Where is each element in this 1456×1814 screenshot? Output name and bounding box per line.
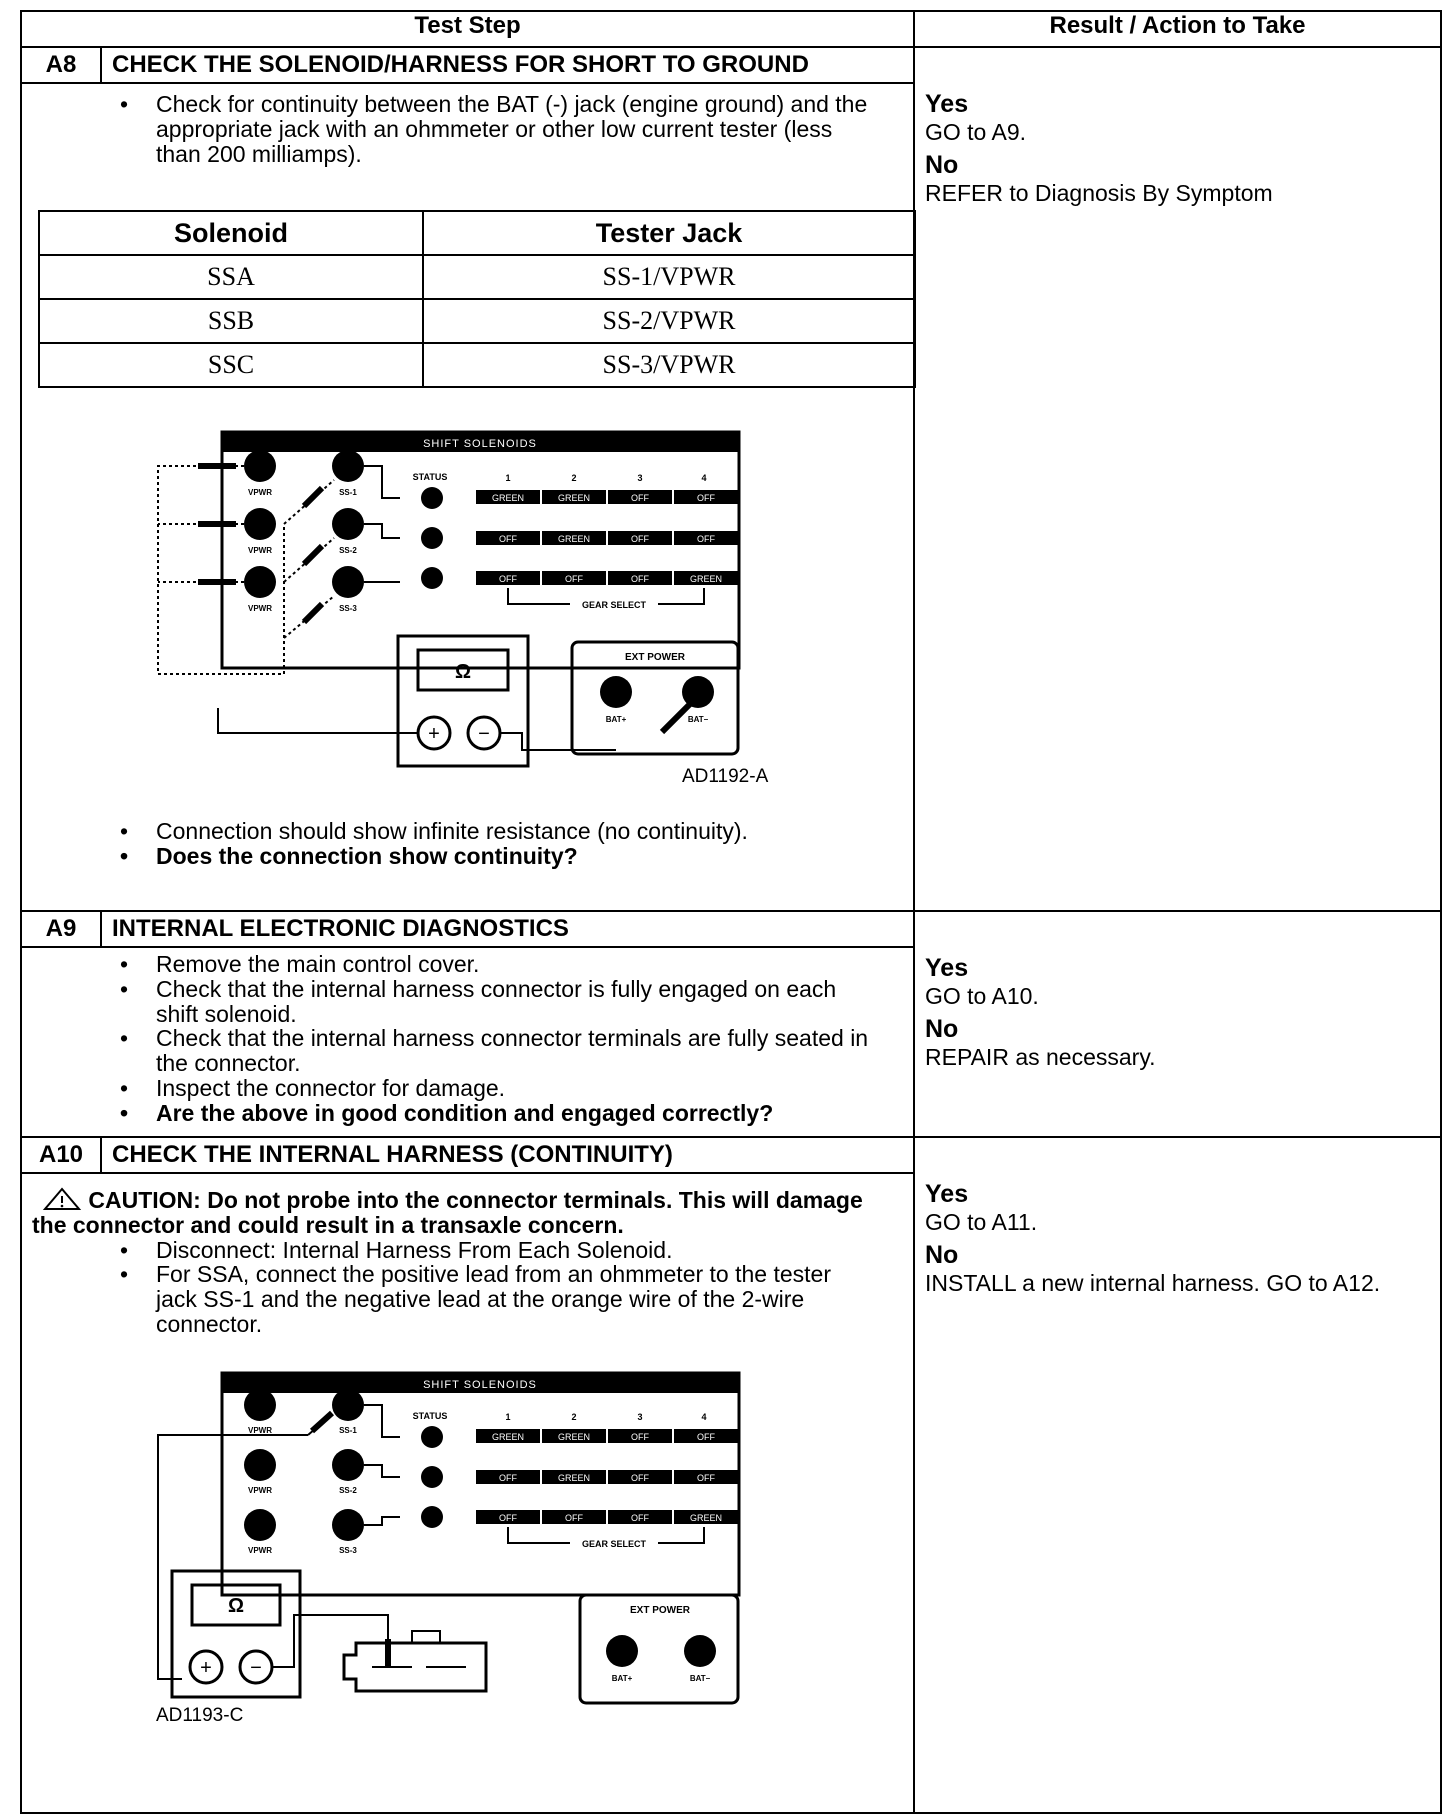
jack-label: SS-2 [339,1485,357,1495]
no-label: No [925,1241,959,1270]
yes-action: GO to A10. [925,982,1039,1009]
a10-bullet: • Disconnect: Internal Harness From Each Solenoid. [22,1238,913,1263]
cell-label: OFF [631,1512,649,1523]
a10-bullet: • For SSA, connect the positive lead from an ohmmeter to the tester jack SS-1 and the negative lead at the orange wire of the 2-wire connector. [22,1262,913,1336]
gear-select-label: GEAR SELECT [581,600,647,611]
status-cells-2 [476,531,738,545]
bat-minus-label: BAT– [689,1673,711,1683]
status-cells-2 [476,1470,738,1484]
cell-label: OFF [697,534,715,545]
cell-label: OFF [697,1472,715,1483]
cell-jack: SS-2/VPWR [423,299,915,343]
yes-action: GO to A11. [925,1208,1038,1235]
status-label: STATUS [412,1410,448,1421]
ext-power-label: EXT POWER [624,652,686,664]
cell-label: GREEN [557,493,591,504]
no-action: REFER to Diagnosis By Symptom [925,179,1273,206]
cell-label: OFF [631,493,649,504]
status-label: STATUS [412,472,448,483]
ohm-symbol: Ω [227,1594,245,1617]
table-row [39,343,915,387]
ohm-symbol: Ω [454,661,472,684]
step-a10-body [21,1173,914,1813]
a8-bullet: • Connection should show infinite resistance (no continuity). [22,819,913,844]
ext-power-label: EXT POWER [629,1604,691,1616]
two-wire-connector [344,1631,486,1691]
cell-label: OFF [499,534,517,545]
ss-jack [332,450,364,482]
jack-label: SS-2 [339,546,357,556]
bat-minus-jack [684,1635,716,1667]
step-a10-title-row [21,1137,1441,1173]
cell-label: GREEN [557,534,591,545]
warning-icon [42,1186,82,1212]
cell-label: OFF [565,1512,583,1523]
status-led [421,567,443,589]
solenoid-table [38,210,916,388]
vpwr-jack [244,450,276,482]
yes-label: Yes [925,90,969,118]
cell-label: OFF [697,493,715,504]
cell-solenoid: SSA [39,255,423,299]
bat-plus-label: BAT+ [611,1673,633,1683]
table-header [21,11,1441,47]
status-cells-3 [476,1510,738,1524]
step-a8-result [914,47,1441,911]
jack-label: SS-1 [339,488,357,498]
bat-plus-jack [600,676,632,708]
col-number: 4 [701,473,707,484]
yes-label: Yes [925,954,969,982]
col-number: 2 [571,473,577,484]
step-title: CHECK THE SOLENOID/HARNESS FOR SHORT TO GROUND [101,47,914,83]
bat-plus-label: BAT+ [605,715,627,725]
header-test-step: Test Step [21,11,914,47]
gear-select-label: GEAR SELECT [581,1538,647,1549]
cell-label: GREEN [689,574,723,585]
ss-jack [332,566,364,598]
col-solenoid: Solenoid [39,211,423,255]
status-led [421,1506,443,1528]
step-id: A8 [21,47,101,83]
jack-label: SS-3 [339,604,357,614]
tester-panel [222,432,739,668]
col-number: 2 [571,1411,577,1422]
diagnostic-page [20,10,1440,1814]
cell-jack: SS-3/VPWR [423,343,915,387]
no-action: INSTALL a new internal harness. GO to A12. [925,1269,1381,1296]
figure-ad1193-c [22,1349,915,1729]
cell-label: OFF [631,1472,649,1483]
step-a8-title-row [21,47,1441,83]
plus-symbol: + [200,1656,212,1679]
ss-jack [332,1389,364,1421]
col-number: 3 [637,1411,643,1422]
status-led [421,1466,443,1488]
figure-ad1192-a [22,388,915,813]
status-led [421,1426,443,1448]
table-row [39,299,915,343]
status-led [421,527,443,549]
figure-id: AD1192-A [682,766,769,788]
table-row [39,255,915,299]
panel-title: SHIFT SOLENOIDS [423,1378,537,1391]
ss-jack [332,508,364,540]
a9-question: • Are the above in good condition and engaged correctly? [22,1101,913,1126]
step-title: INTERNAL ELECTRONIC DIAGNOSTICS [101,911,914,947]
cell-label: OFF [499,574,517,585]
jack-label: VPWR [248,1545,272,1555]
cell-label: OFF [631,534,649,545]
jack-label: SS-1 [339,1425,357,1435]
step-title: CHECK THE INTERNAL HARNESS (CONTINUITY) [101,1137,914,1173]
jack-label: VPWR [248,1425,272,1435]
bat-plus-jack [606,1635,638,1667]
step-id: A9 [21,911,101,947]
vpwr-jack [244,1449,276,1481]
ss-jack [332,1509,364,1541]
caution-text: CAUTION: Do not probe into the connector terminals. This will damage the connector and could result in a transaxle concern. [32,1187,863,1238]
cell-label: OFF [499,1512,517,1523]
step-a9-result [914,911,1441,1137]
a9-bullet: • Check that the internal harness connector is fully engaged on each shift solenoid. [22,977,913,1027]
jack-label: VPWR [248,1485,272,1495]
jack-label: SS-3 [339,1545,357,1555]
step-a9-body [21,947,914,1137]
jack-label: VPWR [248,488,272,498]
col-number: 1 [505,1411,511,1422]
jack-label: VPWR [248,604,272,614]
step-a8-body [21,83,914,911]
status-cells-1 [476,1429,738,1443]
jack-label: VPWR [248,546,272,556]
a8-question: • Does the connection show continuity? [22,844,913,869]
a9-bullet: • Remove the main control cover. [22,952,913,977]
figure-id: AD1193-C [156,1704,244,1726]
test-step-table [20,10,1442,1814]
a9-bullet: • Inspect the connector for damage. [22,1076,913,1101]
col-number: 3 [637,473,643,484]
cell-label: OFF [565,574,583,585]
cell-label: OFF [499,1472,517,1483]
step-a10-result [914,1137,1441,1813]
bat-minus-label: BAT– [687,715,709,725]
no-label: No [925,1015,959,1044]
yes-action: GO to A9. [925,118,1026,145]
cell-solenoid: SSC [39,343,423,387]
status-cells-3 [476,571,738,585]
cell-label: OFF [631,1431,649,1442]
plus-symbol: + [428,723,440,746]
status-cells-1 [476,490,738,504]
caution-block [22,1178,913,1238]
vpwr-jack [244,1509,276,1541]
cell-label: OFF [631,574,649,585]
no-label: No [925,151,959,180]
step-id: A10 [21,1137,101,1173]
ss-jack [332,1449,364,1481]
cell-label: OFF [697,1431,715,1442]
minus-symbol: − [250,1656,262,1679]
header-result: Result / Action to Take [914,11,1441,47]
cell-label: GREEN [491,493,525,504]
cell-label: GREEN [491,1431,525,1442]
vpwr-jack [244,508,276,540]
col-tester-jack: Tester Jack [423,211,915,255]
cell-label: GREEN [557,1472,591,1483]
step-a9-title-row [21,911,1441,947]
yes-label: Yes [925,1180,969,1208]
col-number: 4 [701,1411,707,1422]
cell-label: GREEN [689,1512,723,1523]
cell-solenoid: SSB [39,299,423,343]
status-led [421,487,443,509]
minus-symbol: − [478,723,490,746]
cell-jack: SS-1/VPWR [423,255,915,299]
col-number: 1 [505,473,511,484]
a8-intro: • Check for continuity between the BAT (-) jack (engine ground) and the appropriate jack with an ohmmeter or other low current tester (less than 200 milliamps). [22,92,913,166]
no-action: REPAIR as necessary. [925,1043,1156,1070]
vpwr-jack [244,566,276,598]
cell-label: GREEN [557,1431,591,1442]
vpwr-jack [244,1389,276,1421]
a9-bullet: • Check that the internal harness connector terminals are fully seated in the connector. [22,1026,913,1076]
panel-title: SHIFT SOLENOIDS [423,438,537,451]
